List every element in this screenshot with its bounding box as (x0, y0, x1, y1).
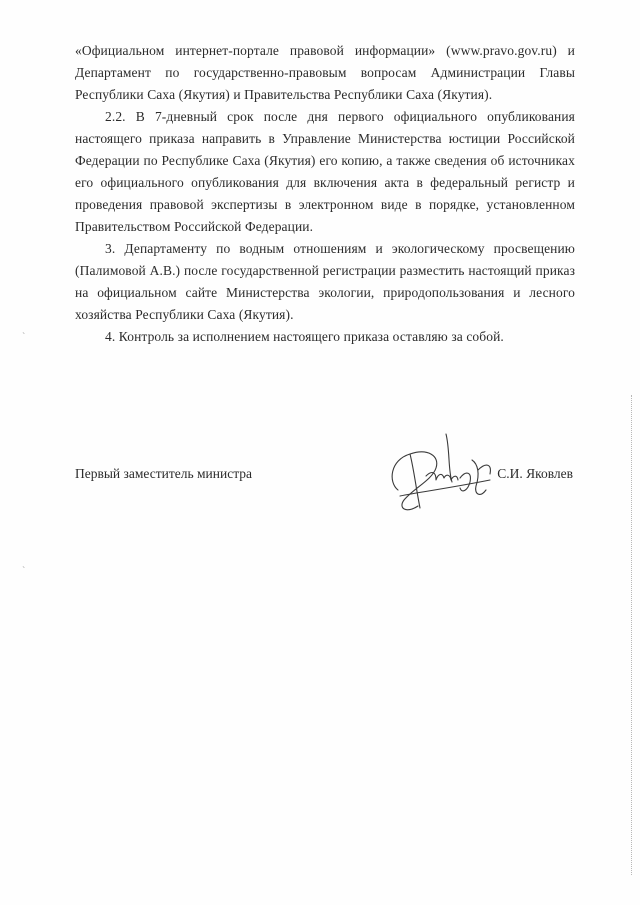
signatory-title: Первый заместитель министра (75, 466, 253, 481)
scan-edge-line (630, 395, 632, 875)
paragraph-2-2: 2.2. В 7-дневный срок после дня первого официального опубликования настоящего приказа направить в Управление Министерства юстиции Российской Федерации по Республике Саха (Якутия) его копию, а также сведения об источниках его официального опубликования для включения акта в федеральный регистр и проведения правовой экспертизы в электронном виде в порядке, установленном Правительством Российской Федерации. (75, 109, 575, 234)
margin-mark: ` (22, 332, 26, 343)
paragraph-3: 3. Департаменту по водным отношениям и экологическому просвещению (Палимовой А.В.) после государственной регистрации разместить настоящий приказ на официальном сайте Министерства экологии, природопользования и лесного хозяйства Республики Саха (Якутия). (75, 241, 575, 322)
signatory-name: С.И. Яковлев (497, 466, 573, 481)
paragraph-continuation: «Официальном интернет-портале правовой информации» (www.pravo.gov.ru) и Департамент по государственно-правовым вопросам Администрации Главы Республики Саха (Якутия) и Правительства Республики Саха (Якутия). (75, 43, 575, 102)
handwritten-signature-icon (380, 430, 510, 520)
paragraph-4: 4. Контроль за исполнением настоящего приказа оставляю за собой. (105, 329, 504, 344)
document-body (75, 40, 575, 348)
margin-mark: ` (22, 566, 26, 577)
